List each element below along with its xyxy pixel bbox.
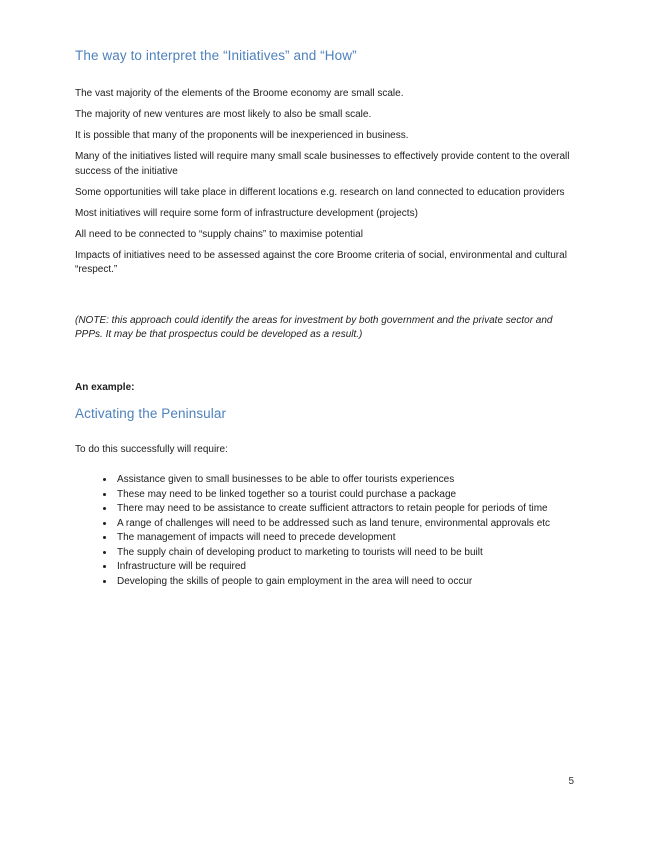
paragraph-initiatives-listed: Many of the initiatives listed will require many small scale businesses to effectively provide content to the overall success of the initiative <box>75 151 570 177</box>
bullet-infrastructure-required: • Infrastructure will be required <box>115 560 578 575</box>
bullet-developing-skills: • Developing the skills of people to gain employment in the area will need to occur <box>115 575 578 590</box>
paragraph-impacts-criteria: Impacts of initiatives need to be assessed against the core Broome criteria of social, environmental and cultural “respect.” <box>75 249 567 275</box>
document-content <box>75 48 578 589</box>
note-paragraph: (NOTE: this approach could identify the areas for investment by both government and the private sector and PPPs. It may be that prospectus could be developed as a result.) <box>75 314 553 340</box>
page-number: 5 <box>568 776 574 787</box>
paragraph-vast-majority: The vast majority of the elements of the Broome economy are small scale. <box>75 88 404 99</box>
paragraph-infrastructure: Most initiatives will require some form of infrastructure development (projects) <box>75 207 418 219</box>
bullet-linked-package: • These may need to be linked together so a tourist could purchase a package <box>115 488 578 503</box>
intro-paragraph: To do this successfully will require: <box>75 443 228 455</box>
paragraph-supply-chains: All need to be connected to “supply chains” to maximise potential <box>75 228 363 240</box>
requirements-bullet-list <box>75 473 578 589</box>
bullet-range-of-challenges: • A range of challenges will need to be addressed such as land tenure, environmental approvals etc <box>115 517 578 532</box>
paragraph-new-ventures: The majority of new ventures are most likely to also be small scale. <box>75 109 372 120</box>
bullet-sufficient-attractors: • There may need to be assistance to create sufficient attractors to retain people for periods of time <box>115 502 578 517</box>
bullet-assistance-small-businesses: • Assistance given to small businesses to be able to offer tourists experiences <box>115 473 578 488</box>
paragraph-inexperienced: It is possible that many of the proponents will be inexperienced in business. <box>75 130 409 141</box>
heading-activating-peninsular: Activating the Peninsular <box>75 405 227 421</box>
bullet-management-of-impacts: • The management of impacts will need to precede development <box>115 531 578 546</box>
example-label: An example: <box>75 381 135 393</box>
heading-interpret-initiatives: The way to interpret the “Initiatives” and “How” <box>75 48 357 63</box>
paragraph-opportunities-locations: Some opportunities will take place in different locations e.g. research on land connected to education providers <box>75 186 565 198</box>
bullet-supply-chain: • The supply chain of developing product to marketing to tourists will need to be built <box>115 546 578 561</box>
